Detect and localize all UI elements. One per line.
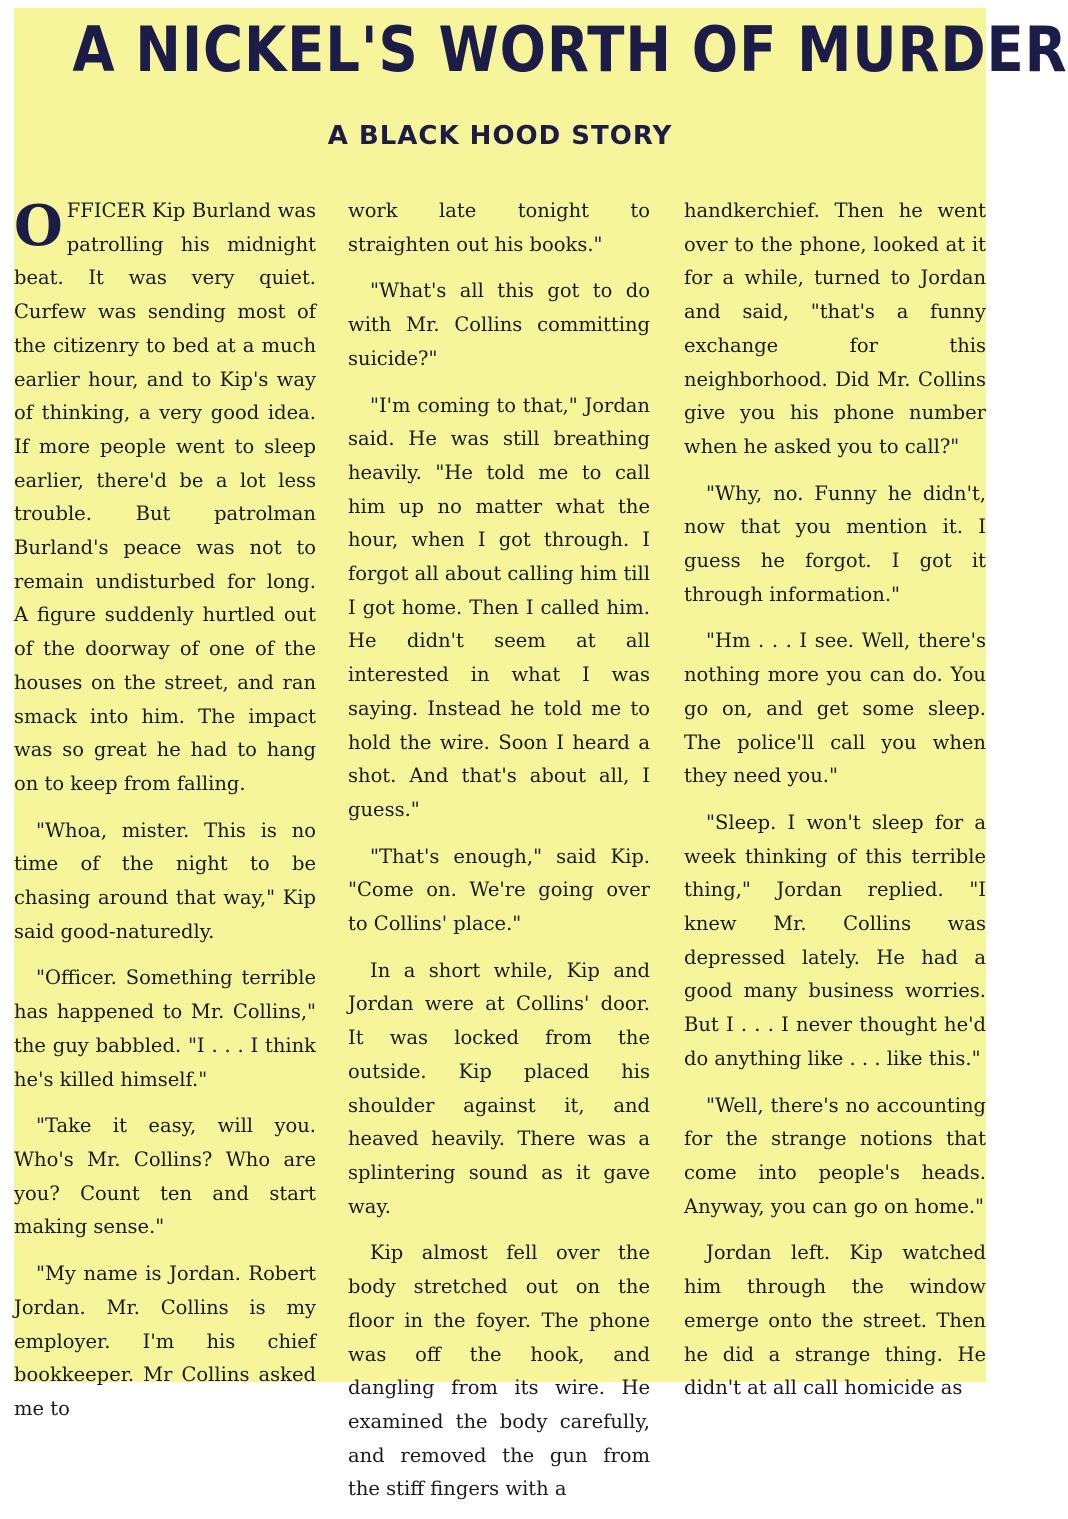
drop-cap: O [14, 193, 63, 259]
paragraph: "Take it easy, will you. Who's Mr. Collins? Who are you? Count ten and start making sense." [14, 1114, 316, 1239]
paragraph: "Why, no. Funny he didn't, now that you mention it. I guess he forgot. I got it through information." [684, 481, 986, 606]
text-column-3 [684, 194, 986, 1405]
story-subtitle: A BLACK HOOD STORY [327, 121, 673, 151]
paragraph: "I'm coming to that," Jordan said. He was still breathing heavily. "He told me to call him up no matter what the hour, when I got through. I forgot all about calling him till I got home. Then I called him. He didn't seem at all interested in what I was saying. Instead he told me to hold the wire. Soon I heard a shot. And that's about all, I guess." [348, 393, 650, 821]
text-column-2 [348, 194, 650, 1519]
paragraph: work late tonight to straighten out his books." [348, 199, 650, 256]
paragraph [14, 194, 316, 801]
story-title: A NICKEL'S WORTH OF MURDER [72, 13, 1068, 86]
paragraph: "My name is Jordan. Robert Jordan. Mr. Collins is my employer. I'm his chief bookkeeper. Mr Collins asked me to [14, 1262, 316, 1420]
paragraph: "Well, there's no accounting for the strange notions that come into people's heads. Anyway, you can go on home." [684, 1093, 986, 1218]
paragraph-text: FFICER Kip Burland was patrolling his midnight beat. It was very quiet. Curfew was sending most of the citizenry to bed at a much earlier hour, and to Kip's way of thinking, a very good idea. If more people went to sleep earlier, there'd be a lot less trouble. But patrolman Burland's peace was not to remain undisturbed for long. A figure suddenly hurtled out of the doorway of one of the houses on the street, and ran smack into him. The impact was so great he had to hang on to keep from falling. [14, 199, 316, 795]
paragraph: Jordan left. Kip watched him through the window emerge onto the street. Then he did a strange thing. He didn't at all call homicide as [684, 1241, 986, 1400]
story-page [14, 8, 1068, 1501]
text-column-1 [14, 194, 316, 1439]
paragraph: "Hm . . . I see. Well, there's nothing more you can do. You go on, and get some sleep. The police'll call you when they need you." [684, 629, 986, 788]
paragraph: handkerchief. Then he went over to the phone, looked at it for a while, turned to Jordan and said, "that's a funny exchange for this neighborhood. Did Mr. Collins give you his phone number when he asked you to call?" [684, 199, 986, 458]
paragraph: Kip almost fell over the body stretched out on the floor in the foyer. The phone was off the hook, and dangling from its wire. He examined the body carefully, and removed the gun from the stiff fingers with a [348, 1241, 650, 1501]
paragraph: "Whoa, mister. This is no time of the night to be chasing around that way," Kip said good-naturedly. [14, 818, 316, 943]
paragraph: In a short while, Kip and Jordan were at Collins' door. It was locked from the outside. Kip placed his shoulder against it, and heaved heavily. There was a splintering sound as it gave way. [348, 958, 650, 1218]
paragraph: "Officer. Something terrible has happened to Mr. Collins," the guy babbled. "I . . . I think he's killed himself." [14, 966, 316, 1091]
paragraph: "That's enough," said Kip. "Come on. We're going over to Collins' place." [348, 844, 650, 936]
paragraph: "Sleep. I won't sleep for a week thinking of this terrible thing," Jordan replied. "I knew Mr. Collins was depressed lately. He had a good many business worries. But I . . . I never thought he'd do anything like . . . like this." [684, 810, 986, 1070]
paragraph: "What's all this got to do with Mr. Collins committing suicide?" [348, 279, 650, 370]
